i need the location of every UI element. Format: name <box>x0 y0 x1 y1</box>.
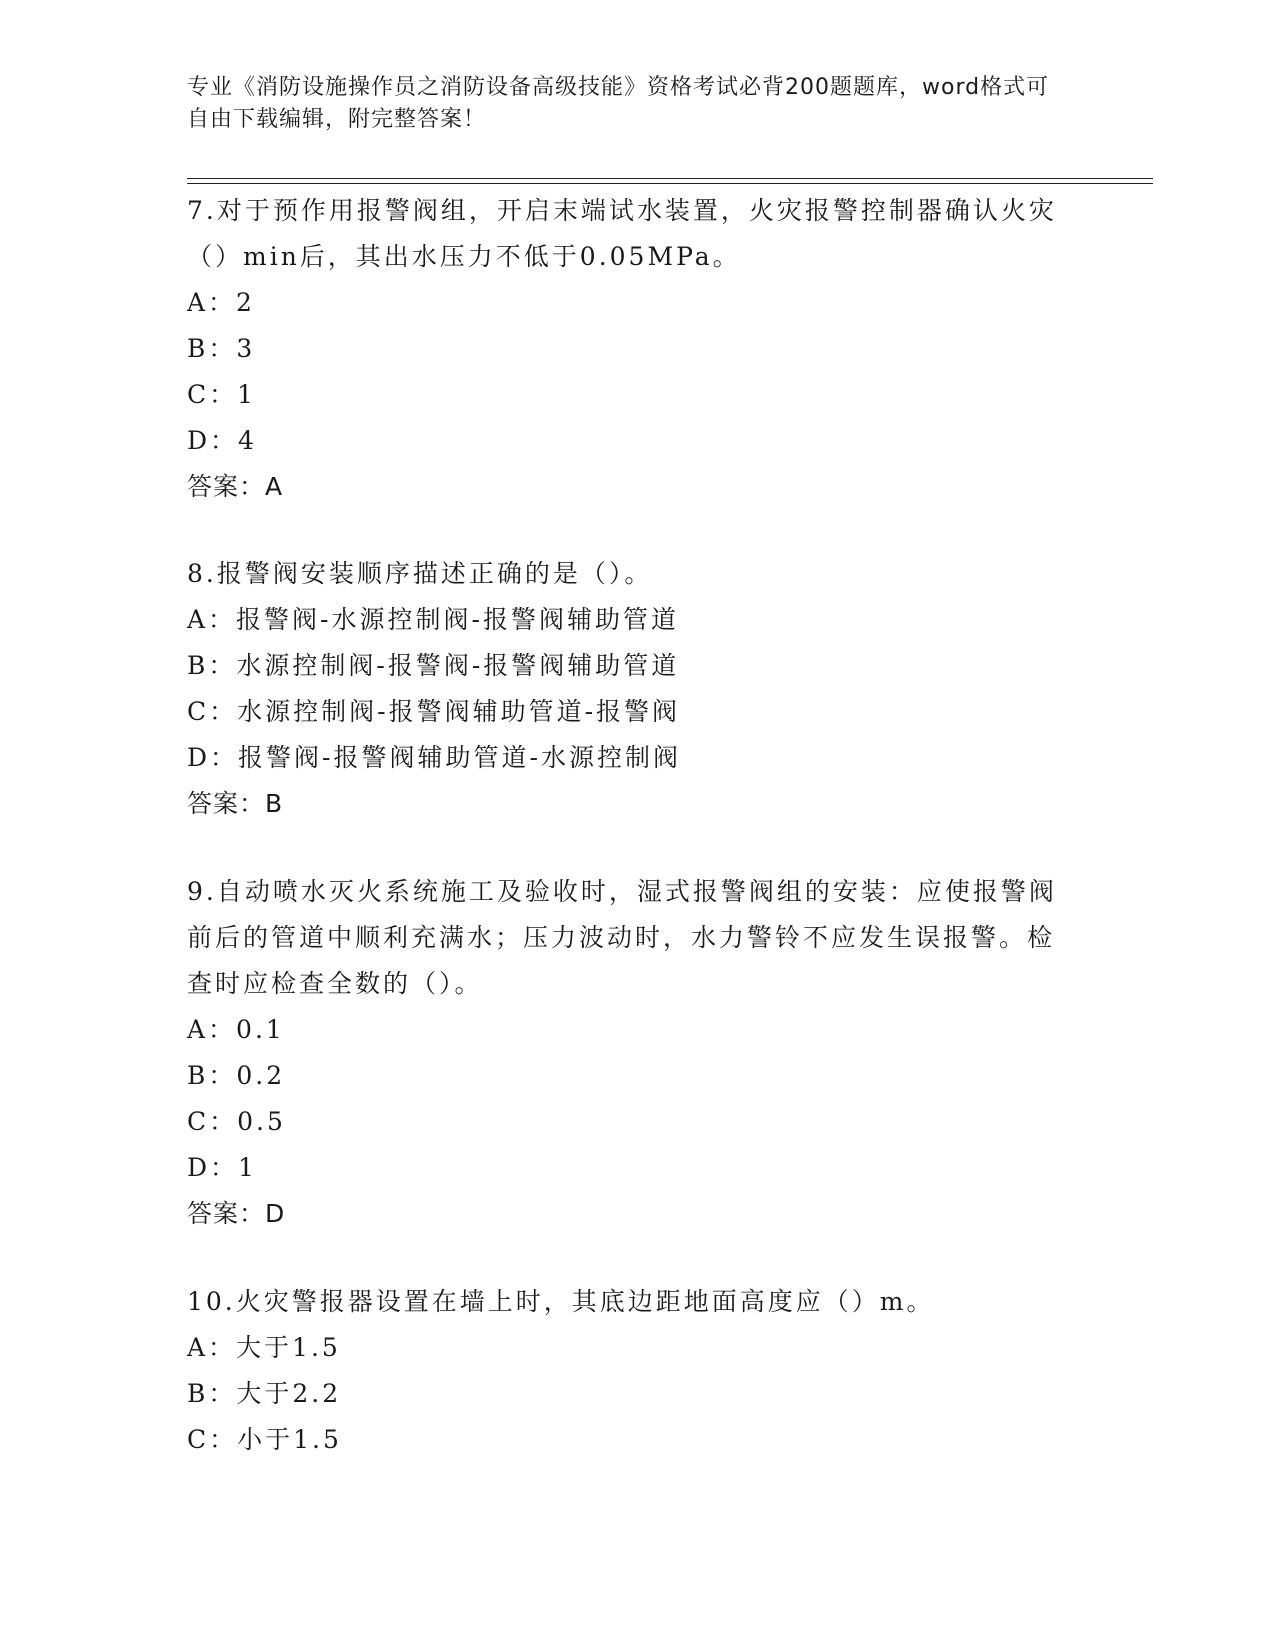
option-a: A：报警阀-水源控制阀-报警阀辅助管道 <box>187 605 679 634</box>
option-b: B：3 <box>187 334 256 363</box>
question-stem: 9.自动喷水灭火系统施工及验收时，湿式报警阀组的安装：应使报警阀前后的管道中顺利充满水；压力波动时，水力警铃不应发生误报警。检查时应检查全数的（）。 <box>187 877 1057 998</box>
option-b: B：水源控制阀-报警阀-报警阀辅助管道 <box>187 651 680 680</box>
header-divider-bottom <box>187 183 1153 184</box>
option-b: B：0.2 <box>187 1061 286 1090</box>
option-d: D：1 <box>187 1153 257 1182</box>
option-a: A：大于1.5 <box>187 1333 341 1362</box>
option-a: A：0.1 <box>187 1015 285 1044</box>
document-header: 专业《消防设施操作员之消防设备高级技能》资格考试必背200题题库，word格式可自由下载编辑，附完整答案！ <box>187 75 1050 132</box>
question-8 <box>187 551 1067 827</box>
header-divider-top <box>187 178 1153 179</box>
option-c: C：水源控制阀-报警阀辅助管道-报警阀 <box>187 697 681 726</box>
option-d: D：4 <box>187 426 257 455</box>
question-10 <box>187 1279 1067 1463</box>
option-c: C：小于1.5 <box>187 1425 342 1454</box>
question-stem: 8.报警阀安装顺序描述正确的是（）。 <box>187 559 653 588</box>
option-a: A：2 <box>187 288 255 317</box>
option-d: D：报警阀-报警阀辅助管道-水源控制阀 <box>187 743 681 772</box>
answer: 答案：A <box>187 472 284 501</box>
question-9 <box>187 869 1067 1237</box>
question-stem: 7.对于预作用报警阀组，开启末端试水装置，火灾报警控制器确认火灾（）min后，其出水压力不低于0.05MPa。 <box>187 196 1057 271</box>
answer: 答案：B <box>187 789 284 818</box>
question-stem: 10.火灾警报器设置在墙上时，其底边距地面高度应（）m。 <box>187 1287 935 1316</box>
answer: 答案：D <box>187 1199 286 1228</box>
option-b: B：大于2.2 <box>187 1379 342 1408</box>
question-7 <box>187 188 1067 510</box>
option-c: C：1 <box>187 380 257 409</box>
option-c: C：0.5 <box>187 1107 286 1136</box>
